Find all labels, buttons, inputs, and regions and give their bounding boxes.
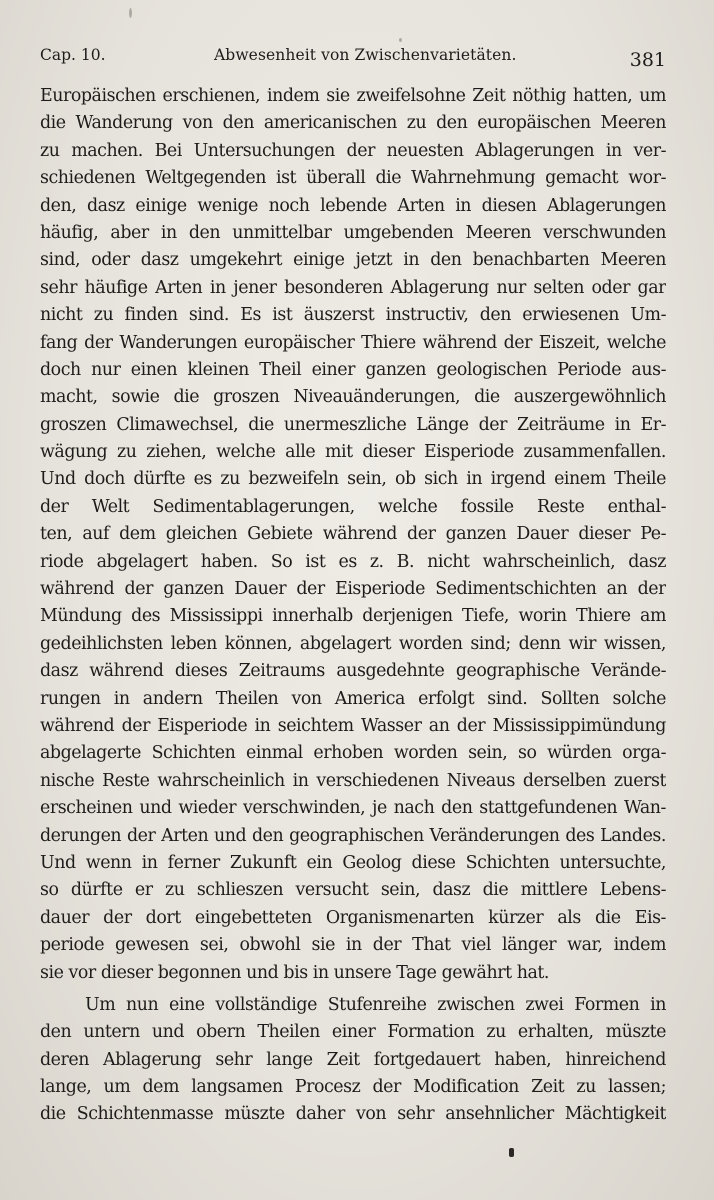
- text-line: der Welt Sedimentablagerungen, welche fossile Reste enthal-: [40, 496, 666, 517]
- paragraph-end-line: sie vor dieser begonnen und bis in unsere Tage gewährt hat.: [40, 962, 549, 983]
- text-line: Und wenn in ferner Zukunft ein Geolog diese Schichten untersuchte,: [40, 852, 666, 873]
- text-line: Europäischen erschienen, indem sie zweifelsohne Zeit nöthig hatten, um: [40, 86, 666, 106]
- text-line: fang der Wanderungen europäischer Thiere während der Eiszeit, welche: [40, 332, 666, 353]
- text-line: erscheinen und wieder verschwinden, je nach den stattgefundenen Wan-: [40, 798, 666, 819]
- text-line: dauer der dort eingebetteten Organismenarten kürzer als die Eis-: [40, 907, 666, 928]
- text-line: zu machen. Bei Untersuchungen der neuesten Ablagerungen in ver-: [40, 140, 666, 161]
- text-line: derungen der Arten und den geographischen Veränderungen des Landes.: [40, 825, 666, 846]
- running-title: Abwesenheit von Zwischenvarietäten.: [214, 46, 517, 64]
- text-line: Mündung des Mississippi innerhalb derjenigen Tiefe, worin Thiere am: [40, 606, 666, 627]
- text-line: macht, sowie die groszen Niveauänderungen, die auszergewöhnlich: [40, 387, 666, 408]
- text-line: deren Ablagerung sehr lange Zeit fortgedauert haben, hinreichend: [40, 1049, 666, 1070]
- text-line: während der ganzen Dauer der Eisperiode Sedimentschichten an der: [40, 579, 666, 600]
- text-line: so dürfte er zu schlieszen versucht sein, dasz die mittlere Lebens-: [40, 880, 666, 901]
- text-line: sehr häufige Arten in jener besonderen Ablagerung nur selten oder gar: [40, 277, 666, 298]
- text-line: den untern und obern Theilen einer Formation zu erhalten, müszte: [40, 1022, 666, 1043]
- text-line: sind, oder dasz umgekehrt einige jetzt in den benachbarten Meeren: [40, 250, 666, 271]
- body-text: [40, 83, 666, 1129]
- paragraph-first-line: Um nun eine vollständige Stufenreihe zwischen zwei Formen in: [85, 994, 666, 1015]
- text-line: wägung zu ziehen, welche alle mit dieser Eisperiode zusammenfallen.: [40, 442, 666, 463]
- text-line: riode abgelagert haben. So ist es z. B. nicht wahrscheinlich, dasz: [40, 551, 666, 572]
- text-line: lange, um dem langsamen Procesz der Modification Zeit zu lassen;: [40, 1077, 666, 1098]
- chapter-label: Cap. 10.: [40, 46, 106, 64]
- signature-mark: [509, 1148, 514, 1157]
- text-line: schiedenen Weltgegenden ist überall die Wahrnehmung gemacht wor-: [40, 168, 666, 189]
- text-line: periode gewesen sei, obwohl sie in der That viel länger war, indem: [40, 935, 666, 956]
- text-line: abgelagerte Schichten einmal erhoben worden sein, so würden orga-: [40, 743, 666, 764]
- text-line: gedeihlichsten leben können, abgelagert worden sind; denn wir wissen,: [40, 633, 666, 654]
- text-line: nische Reste wahrscheinlich in verschiedenen Niveaus derselben zuerst: [40, 770, 666, 791]
- text-line: ten, auf dem gleichen Gebiete während der ganzen Dauer dieser Pe-: [40, 524, 666, 545]
- text-line: doch nur einen kleinen Theil einer ganzen geologischen Periode aus-: [40, 359, 666, 380]
- text-line: häufig, aber in den unmittelbar umgebenden Meeren verschwunden: [40, 222, 666, 243]
- text-line: dasz während dieses Zeitraums ausgedehnte geographische Verände-: [40, 661, 666, 682]
- text-line: nicht zu finden sind. Es ist äuszerst instructiv, den erwiesenen Um-: [40, 305, 666, 326]
- text-line: den, dasz einige wenige noch lebende Arten in diesen Ablagerungen: [40, 195, 666, 216]
- page-number: 381: [629, 49, 666, 71]
- text-line: die Schichtenmasse müszte daher von sehr ansehnlicher Mächtigkeit: [40, 1104, 666, 1125]
- text-line: während der Eisperiode in seichtem Wasser an der Mississippimündung: [40, 715, 666, 736]
- paper-speck: [129, 8, 132, 18]
- paper-speck: [399, 38, 402, 42]
- text-line: Und doch dürfte es zu bezweifeln sein, ob sich in irgend einem Theile: [40, 469, 666, 490]
- text-line: die Wanderung von den americanischen zu den europäischen Meeren: [40, 113, 666, 134]
- running-head: [40, 44, 668, 70]
- text-line: groszen Climawechsel, die unermeszliche Länge der Zeiträume in Er-: [40, 414, 666, 435]
- text-line: rungen in andern Theilen von America erfolgt sind. Sollten solche: [40, 688, 666, 709]
